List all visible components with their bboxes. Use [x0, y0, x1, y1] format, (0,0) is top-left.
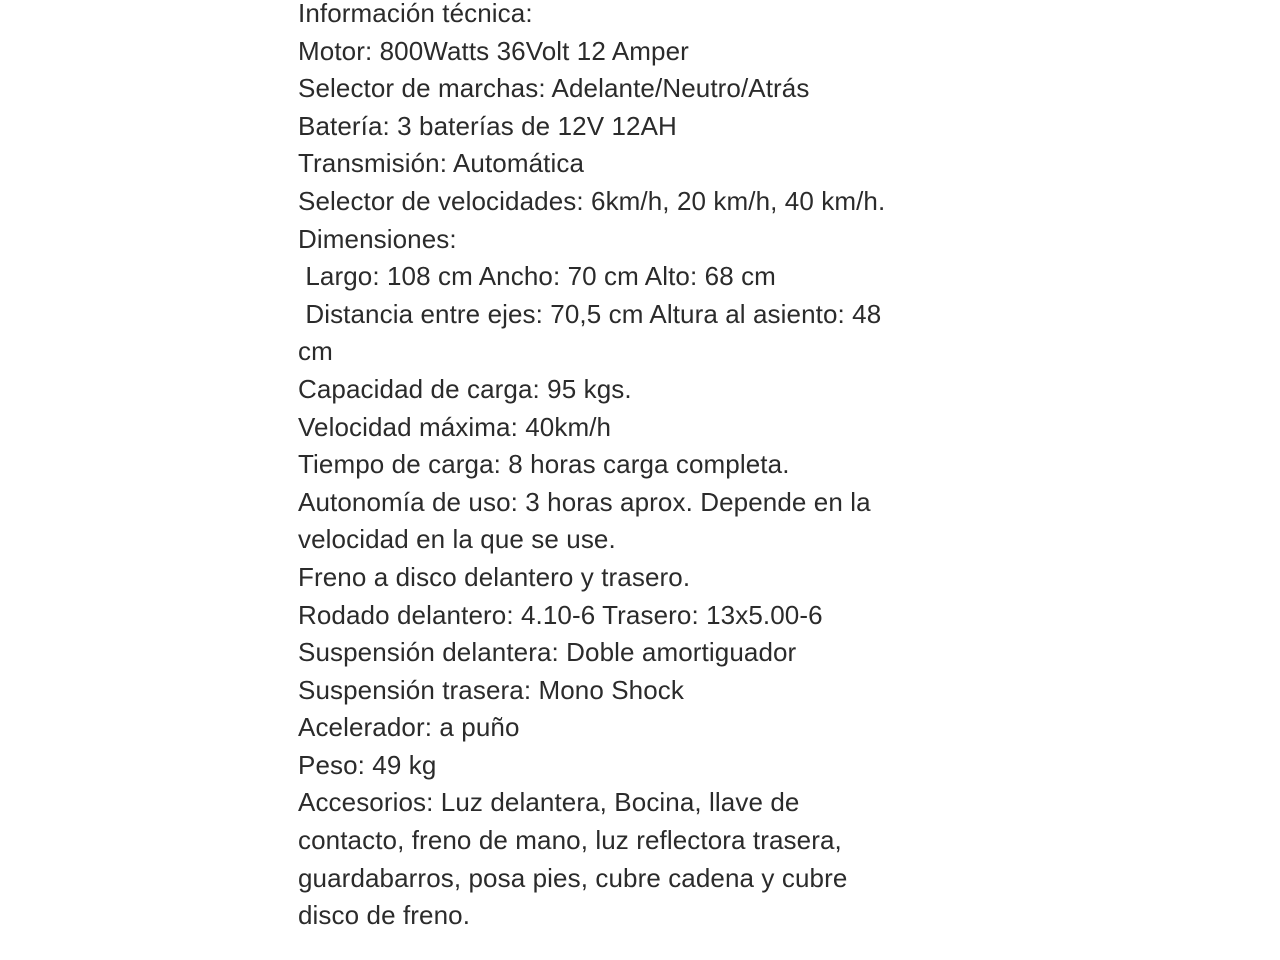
- spec-line-rear-suspension: Suspensión trasera: Mono Shock: [298, 674, 684, 705]
- spec-line-dimensions-heading: Dimensiones:: [298, 223, 457, 254]
- spec-line-accessories: Accesorios: Luz delantera, Bocina, llave de: [298, 787, 800, 818]
- spec-line-speed-selector: Selector de velocidades: 6km/h, 20 km/h, 40 km/h.: [298, 185, 886, 216]
- spec-line-brakes: Freno a disco delantero y trasero.: [298, 561, 691, 592]
- spec-line-wheelbase-cont: cm: [298, 336, 333, 367]
- spec-line-accessories-cont-2: guardabarros, posa pies, cubre cadena y cubre: [298, 862, 848, 893]
- spec-line-transmission: Transmisión: Automática: [298, 148, 585, 179]
- spec-line-wheelbase: Distancia entre ejes: 70,5 cm Altura al asiento: 48: [298, 298, 882, 329]
- spec-line-motor: Motor: 800Watts 36Volt 12 Amper: [298, 35, 689, 66]
- technical-specs-text: [298, 0, 988, 935]
- spec-line-autonomy: Autonomía de uso: 3 horas aprox. Depende en la: [298, 486, 871, 517]
- spec-line-load-capacity: Capacidad de carga: 95 kgs.: [298, 373, 632, 404]
- spec-line-autonomy-cont: velocidad en la que se use.: [298, 524, 616, 555]
- spec-line-max-speed: Velocidad máxima: 40km/h: [298, 411, 612, 442]
- spec-line-battery: Batería: 3 baterías de 12V 12AH: [298, 110, 677, 141]
- spec-line-weight: Peso: 49 kg: [298, 749, 437, 780]
- spec-line-accessories-cont-1: contacto, freno de mano, luz reflectora trasera,: [298, 825, 842, 856]
- spec-line-accessories-cont-3: disco de freno.: [298, 900, 471, 931]
- spec-line-tires: Rodado delantero: 4.10-6 Trasero: 13x5.00-6: [298, 599, 823, 630]
- spec-line-gear-selector: Selector de marchas: Adelante/Neutro/Atrás: [298, 73, 810, 104]
- spec-line-charge-time: Tiempo de carga: 8 horas carga completa.: [298, 449, 790, 480]
- spec-line-dimensions-size: Largo: 108 cm Ancho: 70 cm Alto: 68 cm: [298, 261, 776, 292]
- spec-line-front-suspension: Suspensión delantera: Doble amortiguador: [298, 637, 797, 668]
- spec-line-throttle: Acelerador: a puño: [298, 712, 520, 743]
- spec-heading: Información técnica:: [298, 0, 533, 28]
